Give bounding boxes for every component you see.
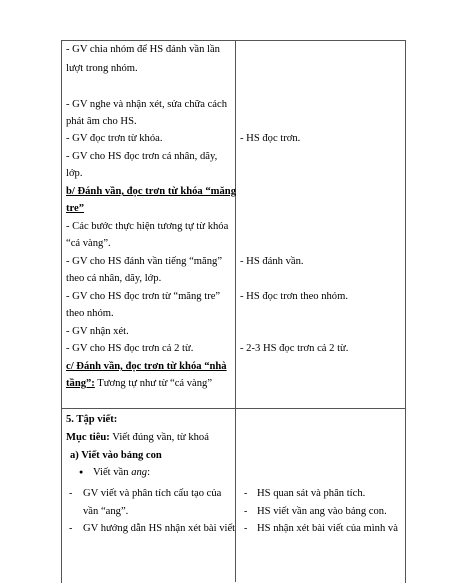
objective-text: Viết đúng vần, từ khoá: [109, 432, 209, 443]
dash-marker: -: [69, 523, 73, 534]
row-divider: [61, 408, 405, 409]
bullet-dot-icon: ●: [79, 468, 84, 476]
right-line-1: - HS đọc trơn.: [240, 133, 301, 144]
left-line-15: theo nhóm.: [66, 308, 114, 319]
section-c-heading: c/ Đánh vần, đọc trơn từ khóa “nhà: [66, 361, 227, 372]
section-c-line: [66, 377, 212, 390]
left-line-4: phát âm cho HS.: [66, 116, 137, 127]
objective-label: Mục tiêu:: [66, 432, 110, 443]
left-line-3: - GV nghe và nhận xét, sửa chữa cách: [66, 99, 228, 110]
section-c-text: Tương tự như từ “cá vàng”: [94, 378, 213, 389]
left-line-13: theo cá nhân, dãy, lớp.: [66, 273, 162, 284]
right-line-3: - HS đọc trơn theo nhóm.: [240, 291, 348, 302]
left-line-11: “cá vàng”.: [66, 238, 111, 249]
right-line-6: HS viết vần ang vào bảng con.: [257, 506, 387, 517]
left-line-7: lớp.: [66, 168, 83, 179]
dash-marker: -: [69, 488, 73, 499]
dash-marker: -: [244, 488, 248, 499]
column-divider: [235, 40, 236, 582]
section-c-heading-cont: tầng”:: [66, 378, 95, 389]
left-line-26: GV hướng dẫn HS nhận xét bài viết: [83, 523, 236, 534]
rhyme-name: ang: [131, 467, 148, 478]
right-line-2: - HS đánh vần.: [240, 256, 304, 267]
left-line-2: lượt trong nhóm.: [66, 63, 138, 74]
right-line-4: - 2-3 HS đọc trơn cả 2 từ.: [240, 343, 349, 354]
section-b-heading-cont: tre”: [66, 203, 85, 214]
right-line-5: HS quan sát và phân tích.: [257, 488, 366, 499]
write-rhyme-line: Viết vần ang:: [93, 467, 151, 478]
left-line-5: - GV đọc trơn từ khóa.: [66, 133, 163, 144]
objective-line: [66, 431, 209, 444]
left-line-12: - GV cho HS đánh vần tiếng “măng”: [66, 256, 223, 267]
section-5-heading: 5. Tập viết:: [66, 414, 118, 425]
dash-marker: -: [244, 523, 248, 534]
left-line-16: - GV nhận xét.: [66, 326, 129, 337]
left-line-24: GV viết và phân tích cấu tạo của: [83, 488, 222, 499]
left-line-25: vần “ang”.: [83, 506, 129, 517]
section-b-heading: b/ Đánh vần, đọc trơn từ khóa “măng: [66, 186, 236, 197]
left-line-6: - GV cho HS đọc trơn cá nhân, dãy,: [66, 151, 218, 162]
left-line-1: - GV chia nhóm để HS đánh vần lần: [66, 44, 220, 55]
subsection-a-heading: a) Viết vào bảng con: [70, 450, 162, 461]
dash-marker: -: [244, 506, 248, 517]
left-line-14: - GV cho HS đọc trơn từ “măng tre”: [66, 291, 221, 302]
right-line-7: HS nhận xét bài viết của mình và: [257, 523, 398, 534]
left-line-17: - GV cho HS đọc trơn cả 2 từ.: [66, 343, 194, 354]
left-line-10: - Các bước thực hiện tương tự từ khóa: [66, 221, 229, 232]
